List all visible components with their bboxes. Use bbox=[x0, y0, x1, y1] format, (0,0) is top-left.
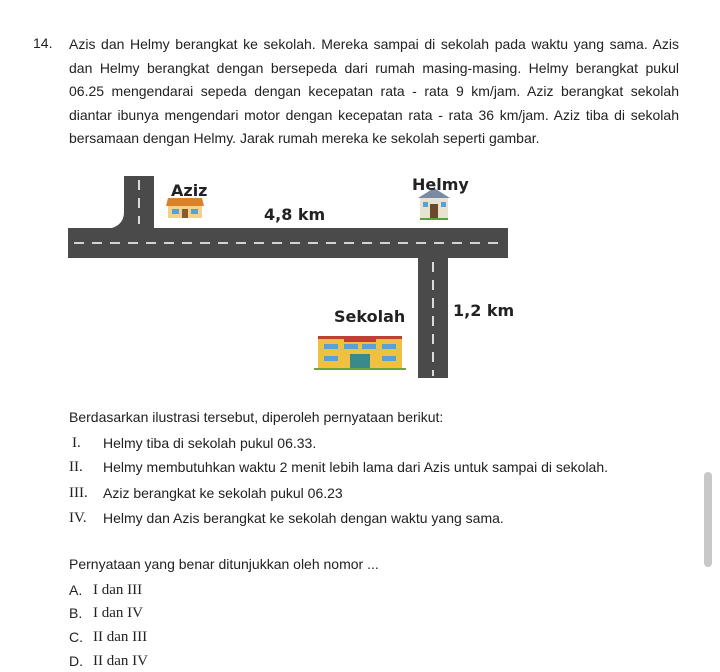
statement-text: Helmy dan Azis berangkat ke sekolah dengan waktu yang sama. bbox=[103, 510, 504, 526]
statements-intro: Berdasarkan ilustrasi tersebut, diperoleh pernyataan berikut: bbox=[69, 409, 444, 425]
statement-number: I. bbox=[72, 435, 81, 451]
aziz-house-icon bbox=[166, 198, 204, 218]
label-sekolah: Sekolah bbox=[334, 307, 406, 326]
statement-text: Aziz berangkat ke sekolah pukul 06.23 bbox=[103, 485, 343, 501]
statement-number: III. bbox=[69, 485, 88, 501]
statement-text: Helmy tiba di sekolah pukul 06.33. bbox=[103, 435, 317, 451]
statement-2 bbox=[69, 459, 608, 476]
label-aziz: Aziz bbox=[171, 181, 208, 200]
option-letter: A. bbox=[69, 582, 83, 598]
statement-number: II. bbox=[69, 459, 83, 475]
option-text: I dan III bbox=[93, 582, 143, 598]
option-b[interactable] bbox=[69, 605, 143, 622]
option-text: II dan III bbox=[93, 629, 148, 645]
question-prompt: Pernyataan yang benar ditunjukkan oleh nomor ... bbox=[69, 556, 379, 572]
option-letter: D. bbox=[69, 653, 83, 669]
option-text: I dan IV bbox=[93, 605, 143, 621]
label-distance-horizontal: 4,8 km bbox=[264, 205, 326, 224]
route-illustration bbox=[68, 172, 515, 382]
option-a[interactable] bbox=[69, 582, 142, 599]
option-text: II dan IV bbox=[93, 653, 148, 669]
scrollbar-thumb[interactable] bbox=[704, 472, 712, 567]
option-letter: C. bbox=[69, 629, 83, 645]
statement-1 bbox=[69, 435, 316, 452]
school-icon bbox=[314, 336, 406, 370]
label-distance-vertical: 1,2 km bbox=[453, 301, 515, 320]
option-letter: B. bbox=[69, 605, 83, 621]
statement-4 bbox=[69, 510, 504, 527]
option-d[interactable] bbox=[69, 653, 148, 670]
option-c[interactable] bbox=[69, 629, 147, 646]
statement-3 bbox=[69, 485, 343, 502]
statement-number: IV. bbox=[69, 510, 87, 526]
statement-text: Helmy membutuhkan waktu 2 menit lebih lama dari Azis untuk sampai di sekolah. bbox=[103, 459, 609, 475]
label-helmy: Helmy bbox=[412, 175, 469, 194]
route-map bbox=[68, 172, 515, 382]
question-text: Azis dan Helmy berangkat ke sekolah. Mereka sampai di sekolah pada waktu yang sama. Azis dan Helmy berangkat dengan bersepeda dari rumah masing-masing. Helmy berangkat pukul 06.25 mengendarai sepeda dengan kecepatan rata - rata 9 km/jam. Aziz berangkat sekolah diantar ibunya mengendari motor dengan kecepatan rata - rata 36 km/jam. Aziz tiba di sekolah bersamaan dengan Helmy. Jarak rumah mereka ke sekolah seperti gambar. bbox=[69, 36, 679, 146]
question-number: 14. bbox=[33, 35, 53, 51]
